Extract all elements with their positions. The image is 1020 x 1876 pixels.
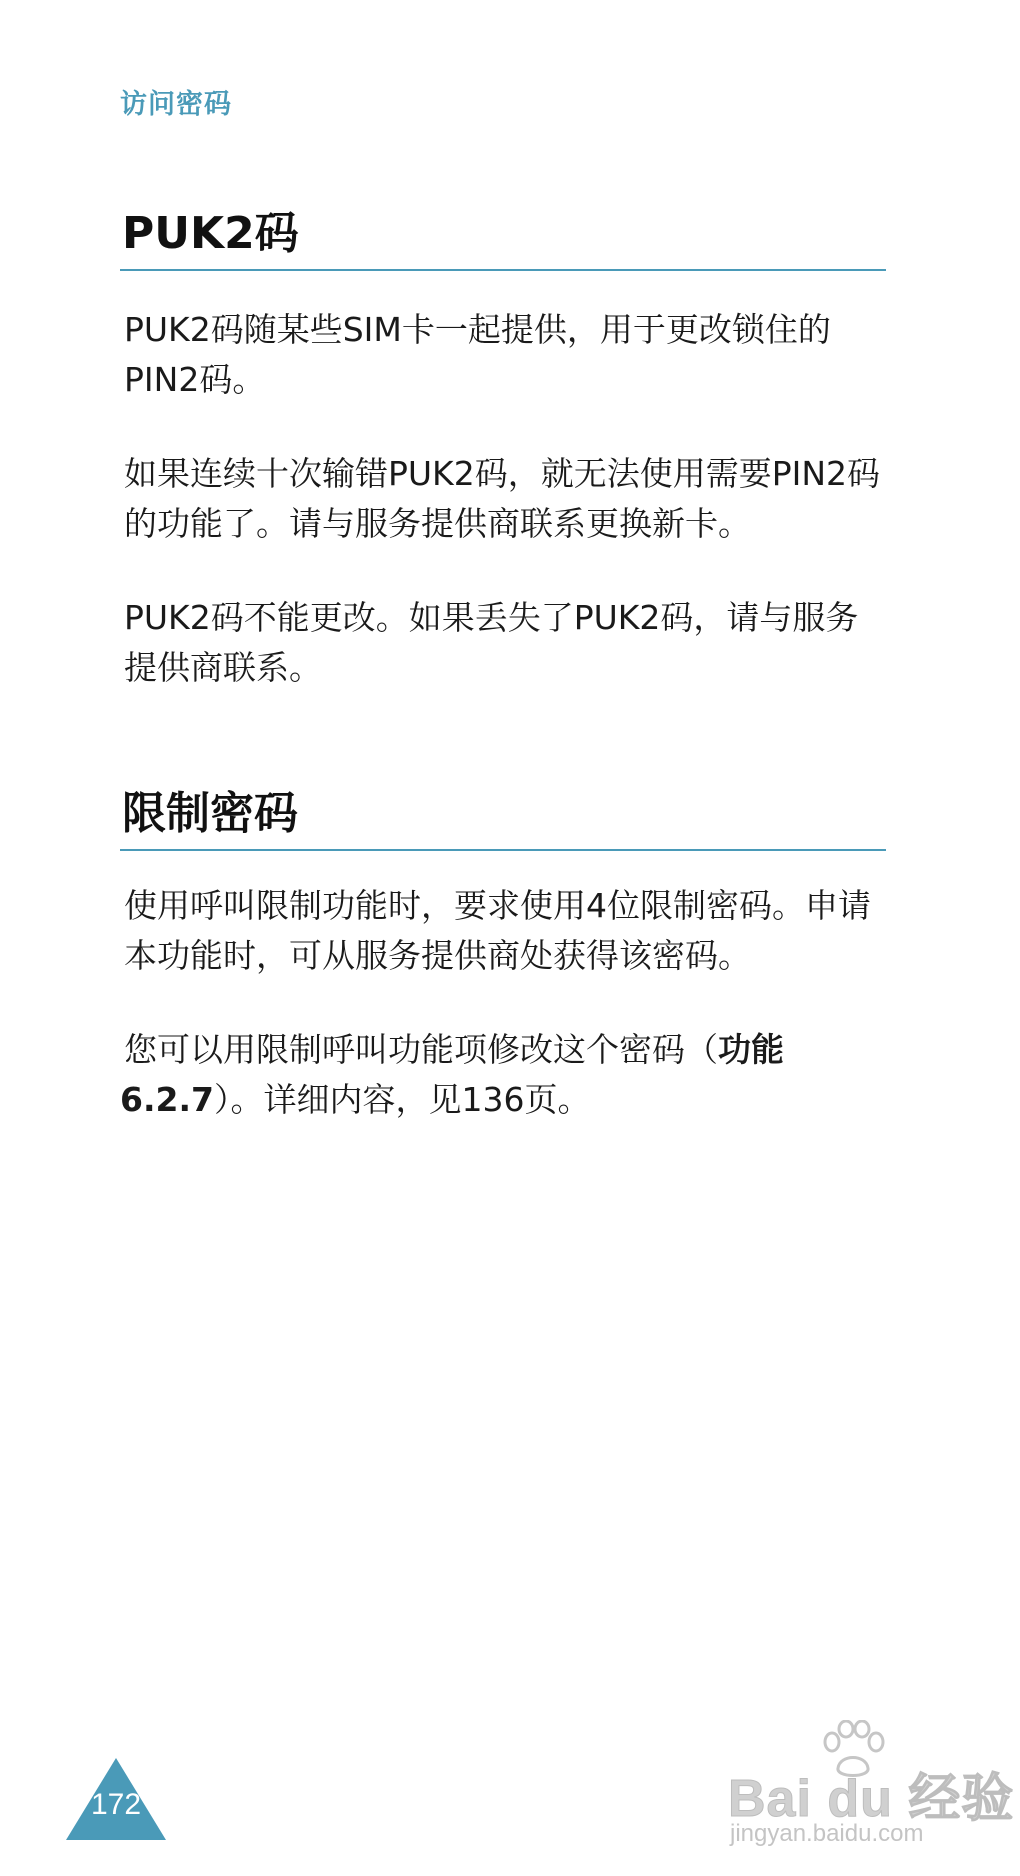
text-line: 提供商联系。 bbox=[124, 647, 322, 687]
text-line: PIN2码。 bbox=[124, 359, 266, 399]
text-line: 的功能了。请与服务提供商联系更换新卡。 bbox=[124, 503, 751, 543]
text-line: 如果连续十次输错PUK2码，就无法使用需要PIN2码 bbox=[124, 453, 881, 493]
section-title: PUK2码 bbox=[120, 208, 886, 271]
paragraph bbox=[120, 305, 886, 405]
running-header: 访问密码 bbox=[120, 89, 232, 120]
text-line: 本功能时，可从服务提供商处获得该密码。 bbox=[124, 935, 751, 975]
section-title: 限制密码 bbox=[120, 788, 886, 851]
paragraph bbox=[120, 881, 886, 981]
baidu-watermark bbox=[728, 1720, 1015, 1850]
paragraph bbox=[120, 1025, 886, 1125]
menu-number: 6.2.7 bbox=[120, 1079, 214, 1119]
page-number: 172 bbox=[90, 1788, 142, 1821]
paragraph bbox=[120, 449, 886, 549]
text-line: 您可以用限制呼叫功能项修改这个密码（ bbox=[124, 1029, 718, 1069]
text-line: ）。详细内容，见136页。 bbox=[213, 1079, 591, 1119]
text-line: PUK2码不能更改。如果丢失了PUK2码，请与服务 bbox=[124, 597, 859, 637]
section-barring-password bbox=[120, 788, 886, 1125]
text-line: PUK2码随某些SIM卡一起提供，用于更改锁住的 bbox=[124, 309, 831, 349]
section-puk2 bbox=[120, 208, 886, 693]
watermark-logo: Bai du 经验 bbox=[728, 1770, 1015, 1828]
menu-reference: 功能 bbox=[718, 1029, 784, 1069]
paragraph bbox=[120, 593, 886, 693]
watermark-url: jingyan.baidu.com bbox=[730, 1820, 924, 1847]
text-line: 使用呼叫限制功能时，要求使用4位限制密码。申请 bbox=[124, 885, 871, 925]
